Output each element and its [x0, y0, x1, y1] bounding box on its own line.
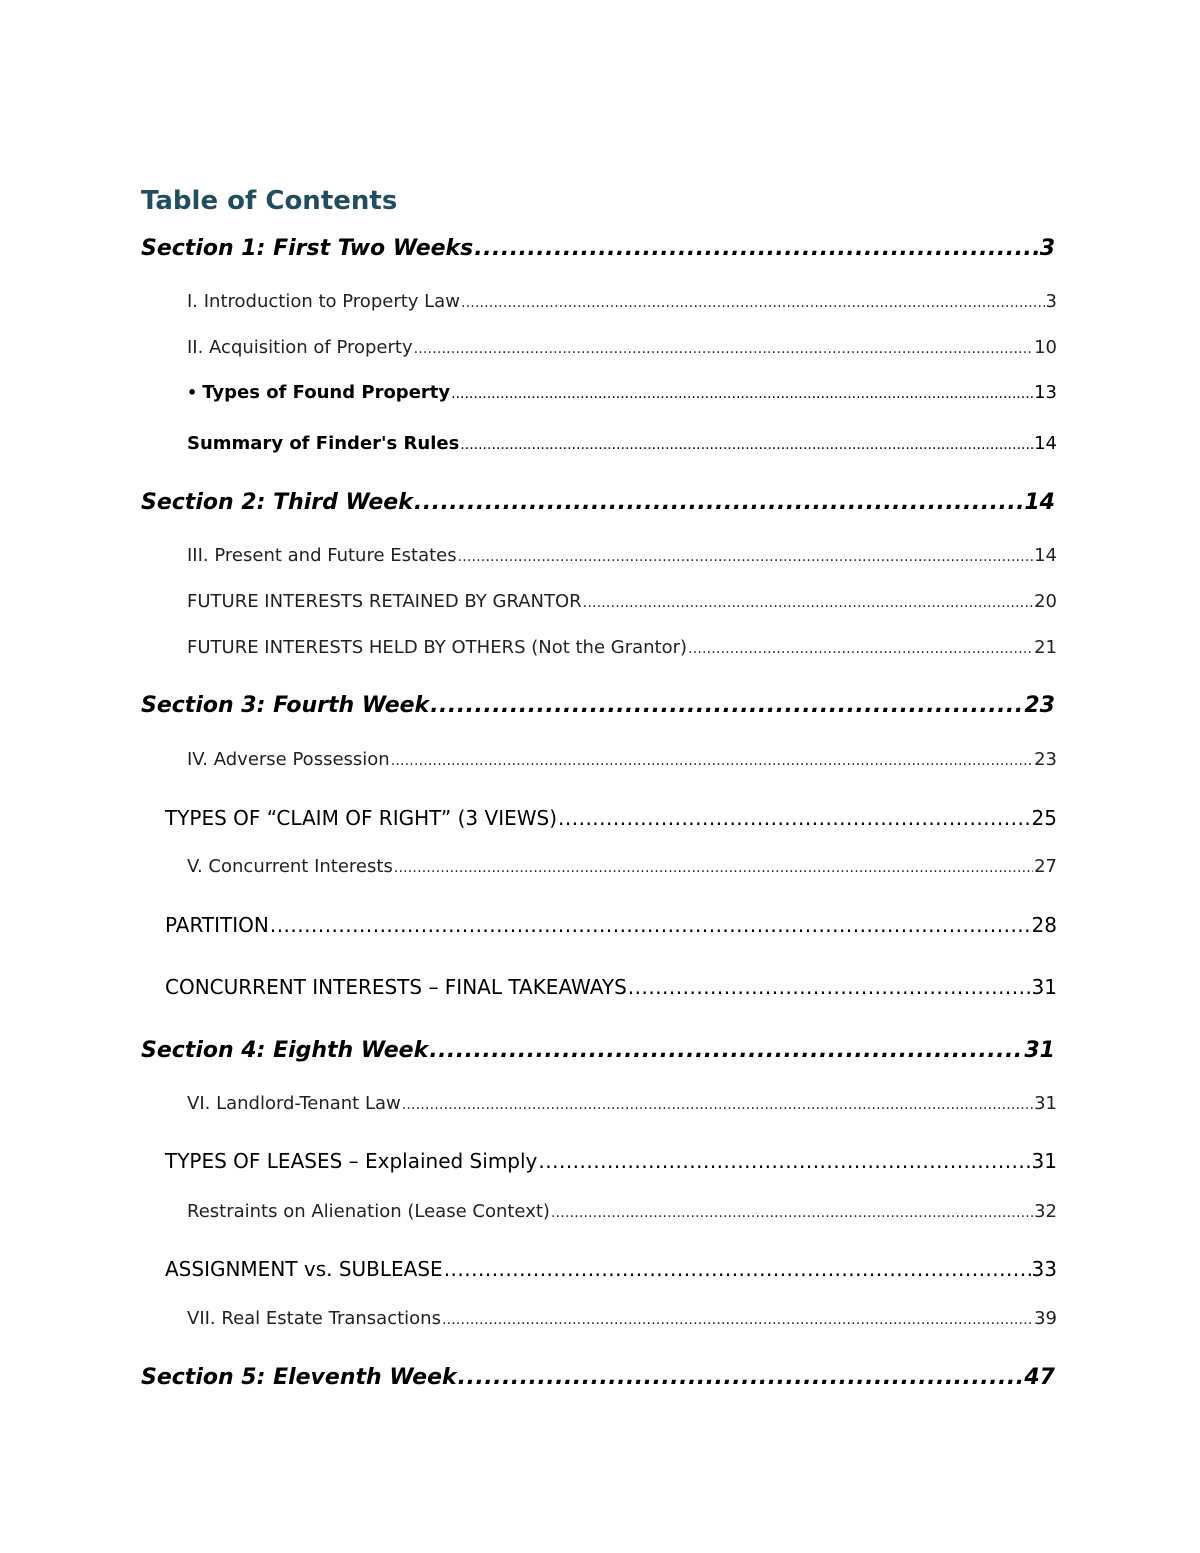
- toc-page-number: 14: [1024, 490, 1055, 515]
- toc-entry-label: Restraints on Alienation (Lease Context): [187, 1201, 550, 1222]
- toc-entry-label: Section 5: Eleventh Week: [141, 1365, 457, 1390]
- toc-entry-concurrent-interests[interactable]: [187, 856, 1057, 877]
- toc-entry-label: Section 3: Fourth Week: [141, 693, 430, 718]
- toc-leader: [551, 1205, 1033, 1221]
- toc-entry-label: TYPES OF “CLAIM OF RIGHT” (3 VIEWS): [165, 806, 558, 830]
- toc-page-number: 27: [1034, 856, 1057, 877]
- toc-entry-label: I. Introduction to Property Law: [187, 291, 460, 312]
- toc-entry-label: TYPES OF LEASES – Explained Simply: [165, 1149, 538, 1173]
- toc-page-number: 3: [1045, 291, 1057, 312]
- toc-entry-section-4[interactable]: [141, 1038, 1055, 1063]
- toc-leader: [391, 753, 1033, 769]
- toc-entry-label: FUTURE INTERESTS RETAINED BY GRANTOR: [187, 591, 582, 612]
- toc-page-number: 32: [1034, 1201, 1057, 1222]
- toc-entry-label: III. Present and Future Estates: [187, 545, 457, 566]
- toc-leader: [451, 386, 1033, 402]
- toc-entry-estates[interactable]: [187, 545, 1057, 566]
- toc-page-number: 47: [1024, 1365, 1055, 1390]
- toc-leader: [558, 806, 1031, 830]
- toc-entry-final-takeaways[interactable]: [165, 975, 1057, 999]
- toc-leader: [628, 975, 1031, 999]
- toc-entry-label: VI. Landlord-Tenant Law: [187, 1093, 401, 1114]
- toc-leader: [688, 641, 1033, 657]
- toc-page-number: 39: [1034, 1308, 1057, 1329]
- toc-leader: [270, 913, 1031, 937]
- toc-entry-label: IV. Adverse Possession: [187, 749, 390, 770]
- toc-leader: [414, 490, 1024, 515]
- toc-leader: [430, 693, 1023, 718]
- toc-page-number: 10: [1034, 337, 1057, 358]
- toc-entry-finders-rules[interactable]: [187, 433, 1057, 454]
- toc-entry-claim-of-right[interactable]: [165, 806, 1057, 830]
- toc-page-number: 20: [1034, 591, 1057, 612]
- toc-page-number: 14: [1034, 545, 1057, 566]
- toc-leader: [414, 341, 1033, 357]
- toc-page-number: 23: [1034, 749, 1057, 770]
- toc-leader: [402, 1097, 1033, 1113]
- toc-page-number: 3: [1039, 236, 1055, 261]
- toc-entry-types-of-leases[interactable]: [165, 1149, 1057, 1173]
- toc-leader: [442, 1312, 1033, 1328]
- toc-page-number: 21: [1034, 637, 1057, 658]
- toc-leader: [583, 595, 1033, 611]
- toc-entry-label: FUTURE INTERESTS HELD BY OTHERS (Not the Grantor): [187, 637, 688, 658]
- toc-entry-section-2[interactable]: [141, 490, 1055, 515]
- toc-leader: [458, 549, 1033, 565]
- toc-entry-label: II. Acquisition of Property: [187, 337, 413, 358]
- bullet-icon: •: [187, 383, 198, 402]
- toc-entry-label: VII. Real Estate Transactions: [187, 1308, 441, 1329]
- toc-entry-introduction[interactable]: [187, 291, 1057, 312]
- toc-page-number: 31: [1024, 1038, 1055, 1063]
- toc-title: Table of Contents: [141, 186, 398, 216]
- toc-page-number: 13: [1034, 382, 1057, 403]
- toc-entry-label: Section 4: Eighth Week: [141, 1038, 429, 1063]
- toc-entry-label: V. Concurrent Interests: [187, 856, 393, 877]
- toc-entry-interests-others[interactable]: [187, 637, 1057, 658]
- toc-entry-label: CONCURRENT INTERESTS – FINAL TAKEAWAYS: [165, 975, 627, 999]
- toc-page-number: 31: [1031, 1149, 1057, 1173]
- toc-entry-label: Section 2: Third Week: [141, 490, 413, 515]
- toc-entry-interests-grantor[interactable]: [187, 591, 1057, 612]
- toc-leader: [458, 1365, 1024, 1390]
- toc-entry-section-3[interactable]: [141, 693, 1055, 718]
- toc-page-number: 23: [1024, 693, 1055, 718]
- toc-entry-label: PARTITION: [165, 913, 269, 937]
- toc-page-number: 14: [1034, 433, 1057, 454]
- toc-entry-acquisition[interactable]: [187, 337, 1057, 358]
- toc-leader: [461, 295, 1045, 311]
- toc-leader: [460, 437, 1033, 453]
- toc-entry-partition[interactable]: [165, 913, 1057, 937]
- toc-leader: [444, 1257, 1031, 1281]
- toc-page-number: 31: [1031, 975, 1057, 999]
- toc-page-number: 25: [1031, 806, 1057, 830]
- toc-entry-label: Section 1: First Two Weeks: [141, 236, 474, 261]
- toc-entry-label: Types of Found Property: [202, 382, 451, 403]
- toc-entry-adverse-possession[interactable]: [187, 749, 1057, 770]
- toc-entry-found-property[interactable]: [187, 382, 1057, 403]
- toc-page-number: 28: [1031, 913, 1057, 937]
- toc-leader: [394, 860, 1033, 876]
- toc-leader: [429, 1038, 1023, 1063]
- toc-entry-label: Summary of Finder's Rules: [187, 433, 460, 454]
- toc-page-number: 31: [1034, 1093, 1057, 1114]
- toc-entry-real-estate-transactions[interactable]: [187, 1308, 1057, 1329]
- toc-entry-label: ASSIGNMENT vs. SUBLEASE: [165, 1257, 443, 1281]
- toc-entry-landlord-tenant[interactable]: [187, 1093, 1057, 1114]
- toc-entry-restraints-on-alienation[interactable]: [187, 1201, 1057, 1222]
- toc-leader: [538, 1149, 1030, 1173]
- toc-leader: [474, 236, 1038, 261]
- toc-entry-section-5[interactable]: [141, 1365, 1055, 1390]
- toc-entry-assignment-sublease[interactable]: [165, 1257, 1057, 1281]
- toc-page-number: 33: [1031, 1257, 1057, 1281]
- toc-entry-section-1[interactable]: [141, 236, 1055, 261]
